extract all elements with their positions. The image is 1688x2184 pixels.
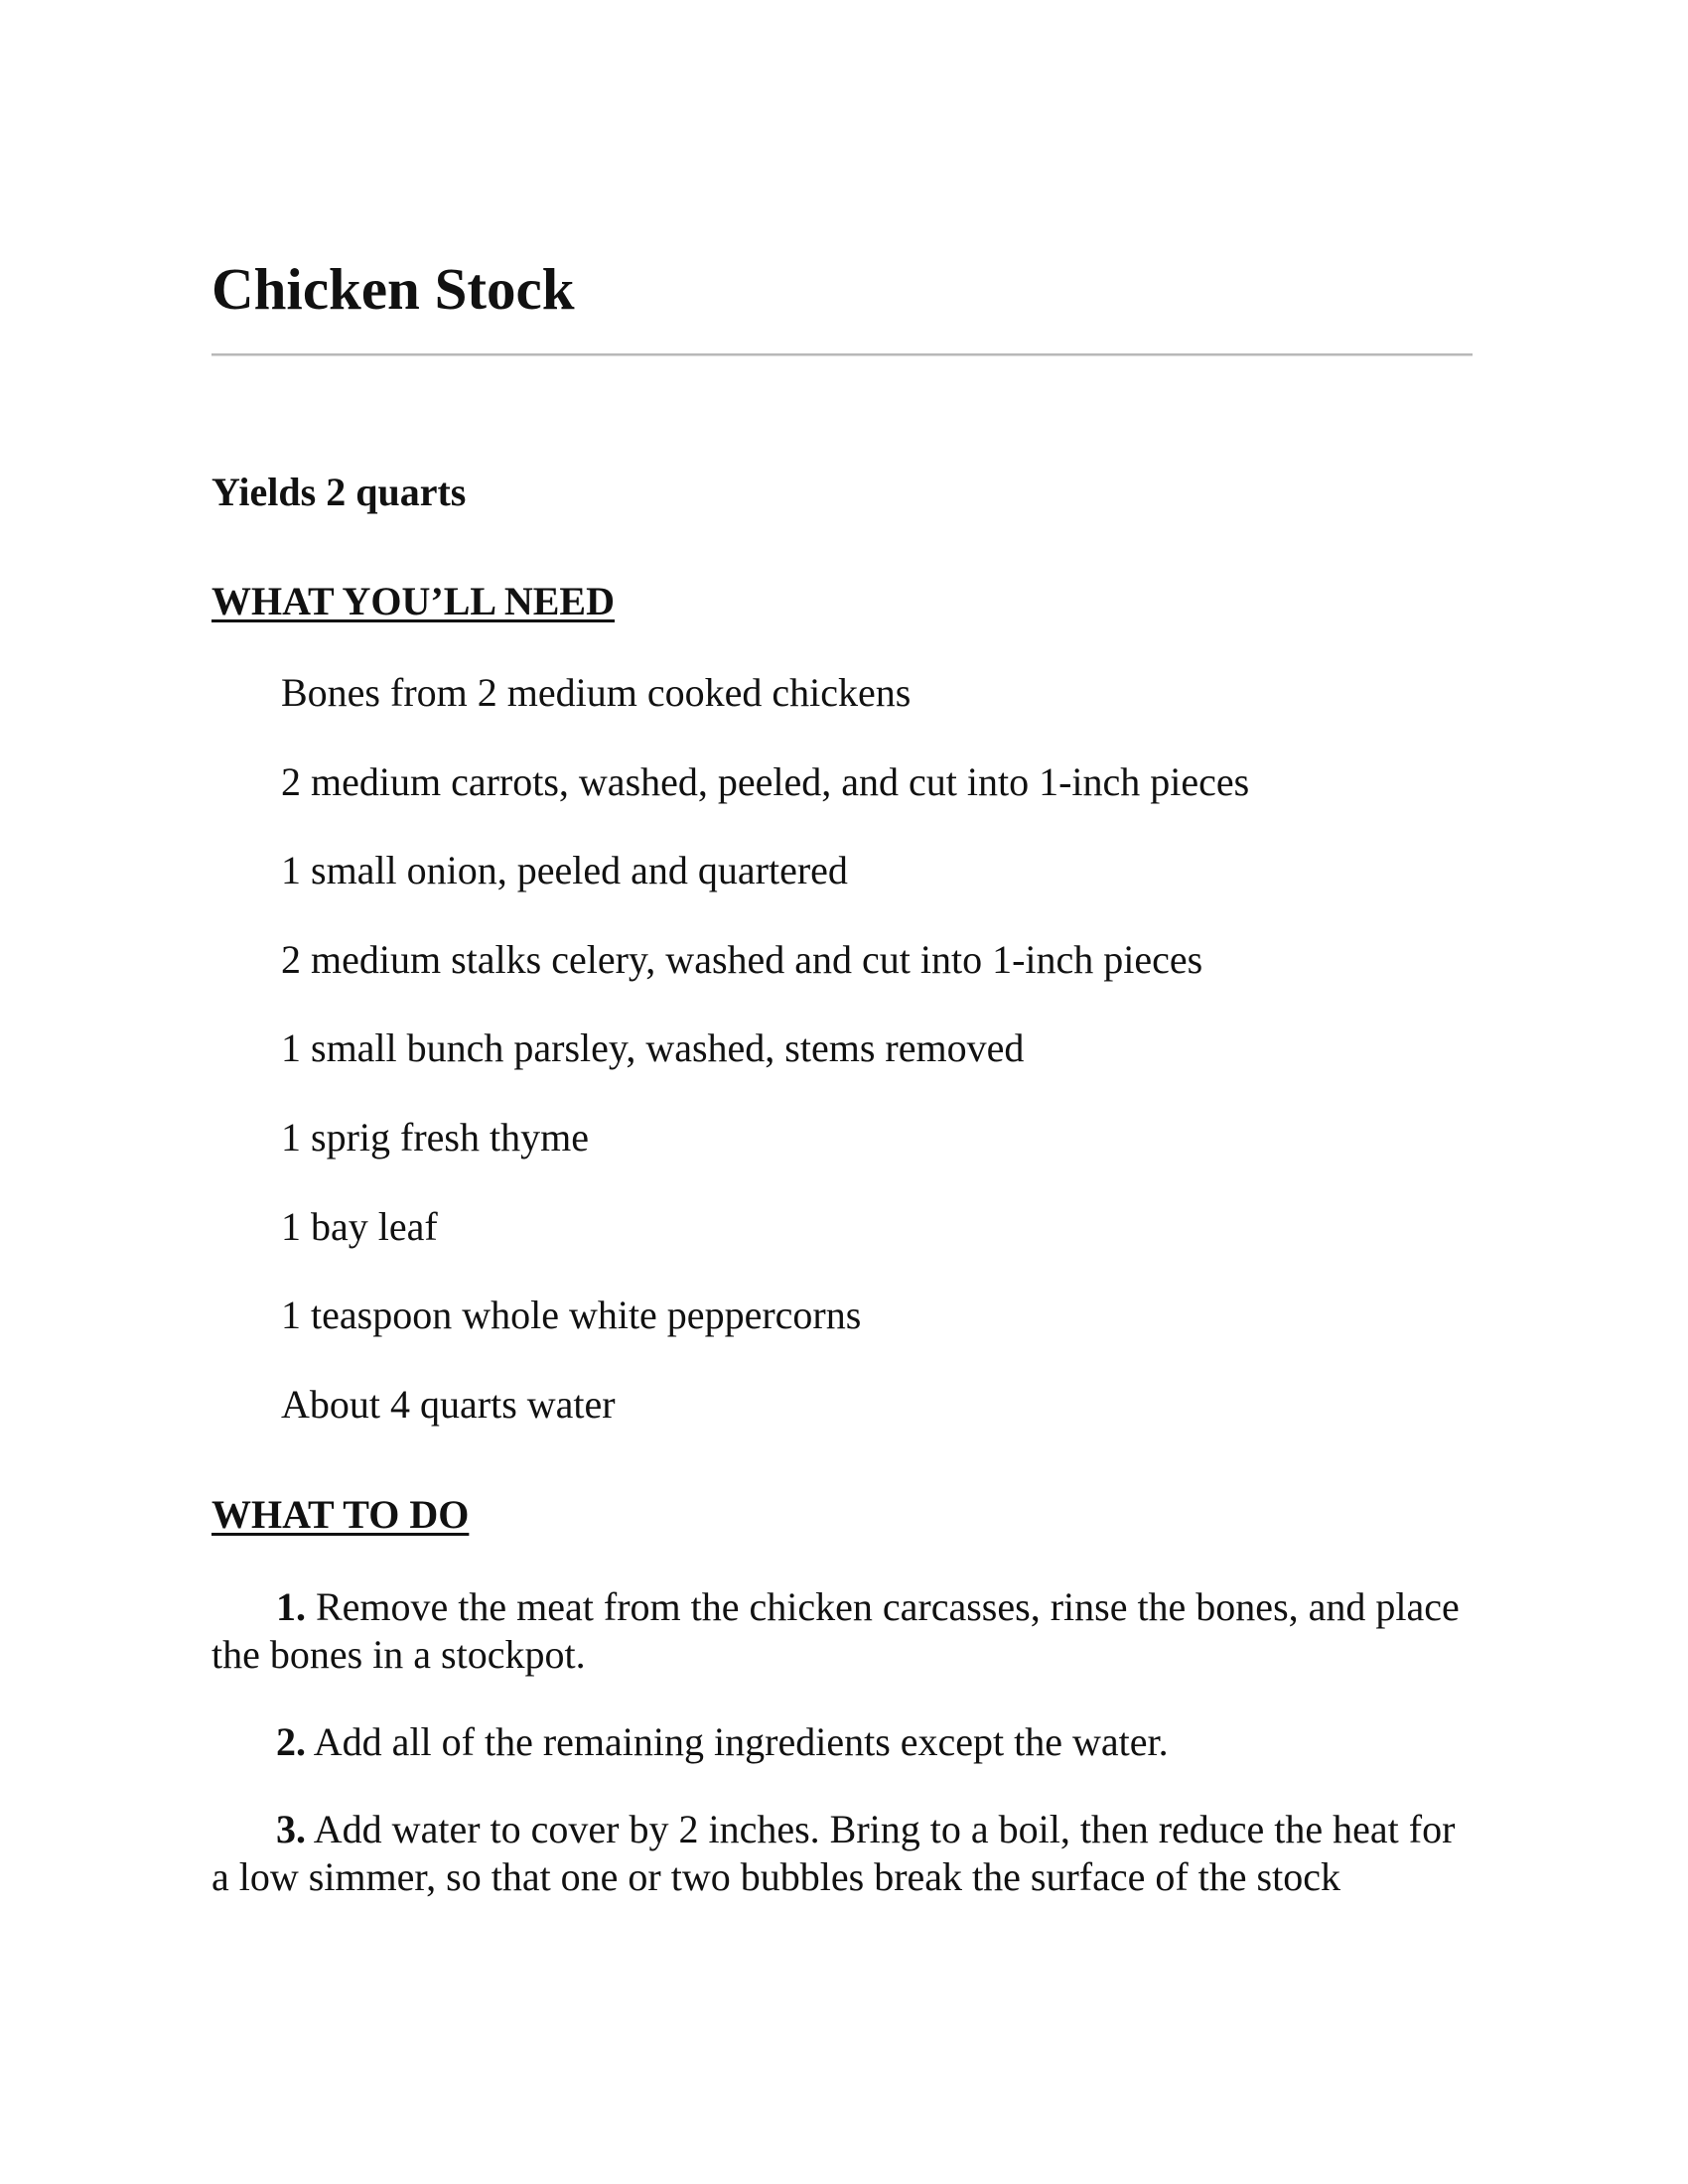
step-number: 3. — [276, 1807, 306, 1851]
yield-text: Yields 2 quarts — [211, 470, 467, 514]
ingredient-item: About 4 quarts water — [281, 1381, 616, 1427]
ingredient-list — [281, 670, 1250, 1473]
ingredients-heading: WHAT YOU’LL NEED — [211, 579, 615, 623]
step-text: Remove the meat from the chicken carcasses, rinse the bones, and place the bones in a stockpot. — [211, 1584, 1460, 1677]
step-text: Add all of the remaining ingredients except the water. — [313, 1719, 1169, 1764]
ingredient-item: 1 teaspoon whole white peppercorns — [281, 1293, 862, 1338]
step-item — [211, 1583, 1465, 1679]
step-number: 2. — [276, 1719, 306, 1764]
step-item — [211, 1806, 1465, 1901]
steps-heading: WHAT TO DO — [211, 1492, 470, 1537]
step-list — [211, 1583, 1465, 1941]
step-item — [211, 1718, 1465, 1766]
ingredient-item: 2 medium carrots, washed, peeled, and cut into 1-inch pieces — [281, 758, 1250, 804]
page-title: Chicken Stock — [211, 256, 575, 322]
ingredient-item: 1 sprig fresh thyme — [281, 1114, 589, 1160]
ingredient-item: 1 small onion, peeled and quartered — [281, 848, 848, 893]
ingredient-item: 1 bay leaf — [281, 1203, 438, 1249]
ingredient-item: Bones from 2 medium cooked chickens — [281, 670, 912, 715]
ingredient-item: 1 small bunch parsley, washed, stems removed — [281, 1025, 1025, 1071]
step-number: 1. — [276, 1584, 306, 1629]
title-divider — [211, 353, 1473, 356]
ingredient-item: 2 medium stalks celery, washed and cut into 1-inch pieces — [281, 936, 1203, 982]
step-text: Add water to cover by 2 inches. Bring to a boil, then reduce the heat for a low simmer, so that one or two bubbles break the surface of the stock — [211, 1807, 1456, 1899]
